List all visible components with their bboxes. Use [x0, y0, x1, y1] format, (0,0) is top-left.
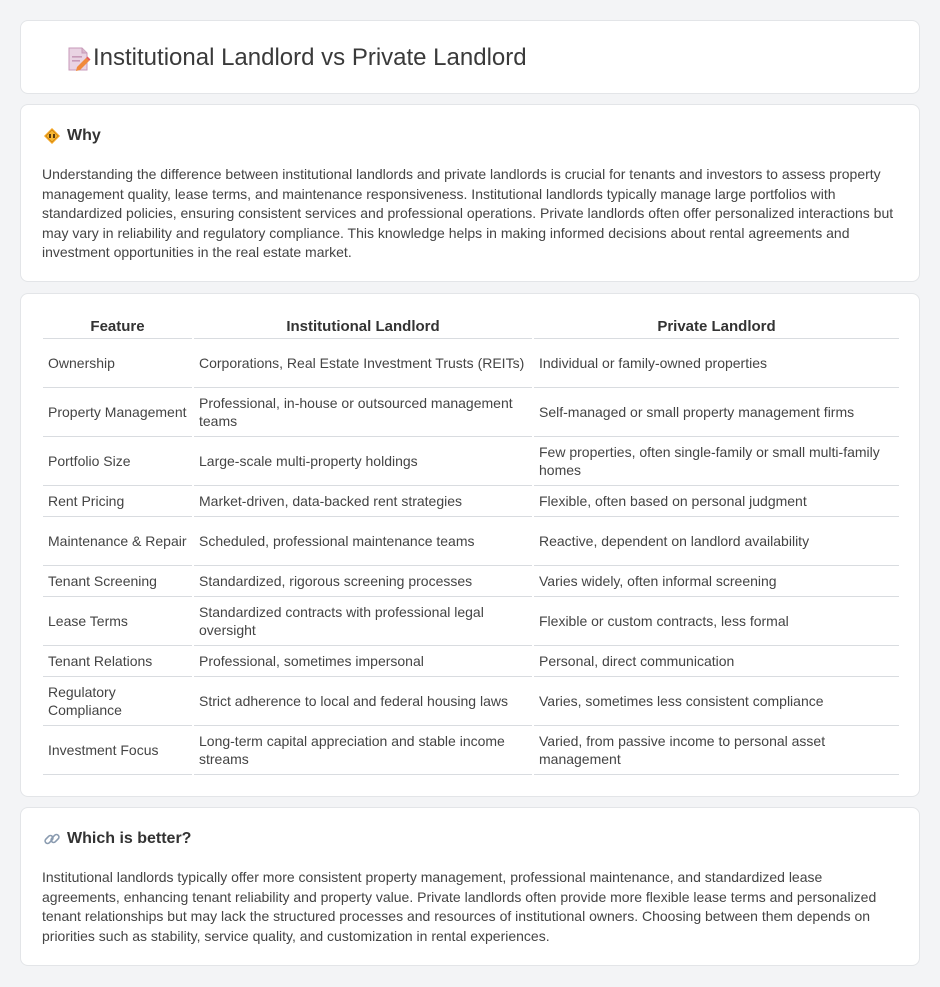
- diamond-sign-icon: [43, 127, 61, 145]
- institutional-cell: Large-scale multi-property holdings: [193, 436, 533, 485]
- table-row: [43, 676, 899, 725]
- private-cell: Self-managed or small property management firms: [533, 387, 899, 436]
- feature-cell: Ownership: [43, 338, 193, 387]
- table-row: [43, 516, 899, 565]
- private-cell: Flexible, often based on personal judgment: [533, 485, 899, 516]
- table-row: [43, 565, 899, 596]
- column-header-institutional: Institutional Landlord: [193, 316, 533, 338]
- table-row: [43, 387, 899, 436]
- feature-cell: Tenant Relations: [43, 645, 193, 676]
- institutional-cell: Strict adherence to local and federal housing laws: [193, 676, 533, 725]
- institutional-cell: Market-driven, data-backed rent strategies: [193, 485, 533, 516]
- feature-cell: Investment Focus: [43, 725, 193, 774]
- institutional-cell: Corporations, Real Estate Investment Trusts (REITs): [193, 338, 533, 387]
- private-cell: Flexible or custom contracts, less formal: [533, 596, 899, 645]
- institutional-cell: Professional, in-house or outsourced management teams: [193, 387, 533, 436]
- institutional-cell: Standardized, rigorous screening processes: [193, 565, 533, 596]
- table-row: [43, 485, 899, 516]
- private-cell: Varies, sometimes less consistent compliance: [533, 676, 899, 725]
- comparison-card: [20, 293, 920, 797]
- feature-cell: Rent Pricing: [43, 485, 193, 516]
- private-cell: Personal, direct communication: [533, 645, 899, 676]
- why-paragraph: Understanding the difference between institutional landlords and private landlords is crucial for tenants and investors to assess property management quality, lease terms, and maintenance responsiveness. Institutional landlords typically manage large portfolios with standardized policies, ensuring consistent services and professional operations. Private landlords often offer personalized interactions but may vary in reliability and regulatory compliance. This knowledge helps in making informed decisions about rental agreements and investment opportunities in the real estate market.: [42, 166, 894, 260]
- institutional-cell: Professional, sometimes impersonal: [193, 645, 533, 676]
- table-row: [43, 645, 899, 676]
- feature-cell: Property Management: [43, 387, 193, 436]
- private-cell: Individual or family-owned properties: [533, 338, 899, 387]
- feature-cell: Maintenance & Repair: [43, 516, 193, 565]
- why-section: [20, 104, 920, 282]
- better-heading: [43, 830, 191, 848]
- institutional-cell: Scheduled, professional maintenance teams: [193, 516, 533, 565]
- column-header-private: Private Landlord: [533, 316, 899, 338]
- column-header-feature: Feature: [43, 316, 193, 338]
- private-cell: Few properties, often single-family or small multi-family homes: [533, 436, 899, 485]
- table-row: [43, 596, 899, 645]
- feature-cell: Tenant Screening: [43, 565, 193, 596]
- table-row: [43, 436, 899, 485]
- institutional-cell: Standardized contracts with professional legal oversight: [193, 596, 533, 645]
- link-icon: [43, 830, 61, 848]
- why-heading: [43, 127, 101, 145]
- header-card: [20, 20, 920, 94]
- private-cell: Varies widely, often informal screening: [533, 565, 899, 596]
- table-row: [43, 338, 899, 387]
- comparison-table: [43, 316, 899, 775]
- feature-cell: Lease Terms: [43, 596, 193, 645]
- feature-cell: Portfolio Size: [43, 436, 193, 485]
- why-heading-text: Why: [67, 127, 101, 144]
- private-cell: Reactive, dependent on landlord availability: [533, 516, 899, 565]
- private-cell: Varied, from passive income to personal asset management: [533, 725, 899, 774]
- institutional-cell: Long-term capital appreciation and stable income streams: [193, 725, 533, 774]
- which-is-better-section: [20, 807, 920, 966]
- page-title: Institutional Landlord vs Private Landlord: [93, 44, 527, 71]
- table-header-row: [43, 316, 899, 338]
- document-pencil-icon: [65, 45, 93, 73]
- feature-cell: Regulatory Compliance: [43, 676, 193, 725]
- better-paragraph: Institutional landlords typically offer more consistent property management, professional maintenance, and standardized lease agreements, enhancing tenant reliability and property value. Private landlords often provide more flexible lease terms and personalized tenant relationships but may lack the structured processes and resources of institutional owners. Choosing between them depends on priorities such as stability, service quality, and customization in rental experiences.: [42, 869, 877, 944]
- table-row: [43, 725, 899, 774]
- better-heading-text: Which is better?: [67, 830, 192, 847]
